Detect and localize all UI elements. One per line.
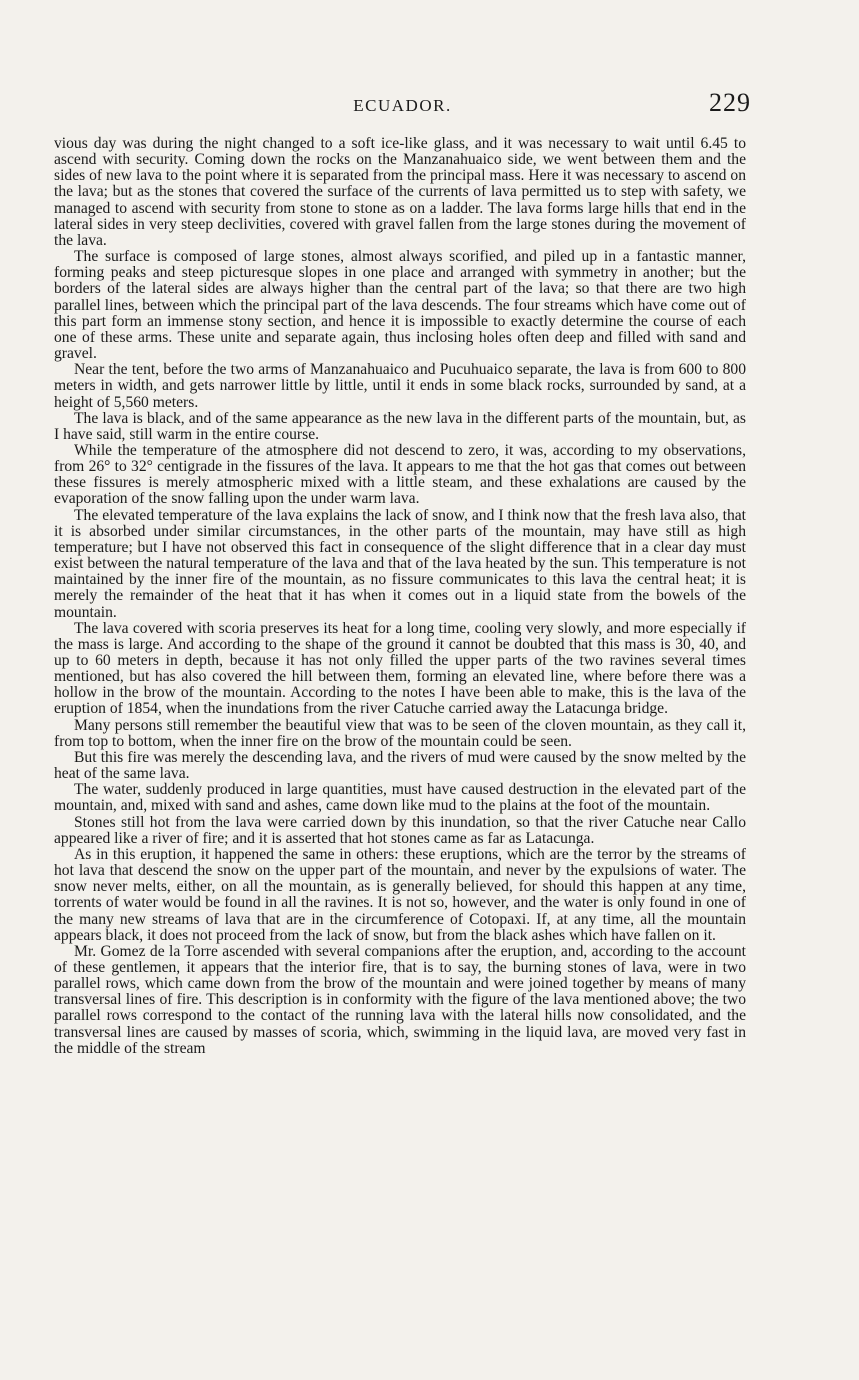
paragraph: While the temperature of the atmosphere did not descend to zero, it was, according to my observations, from 26° to 32° centigrade in the fissures of the lava. It appears to me that the hot gas that comes out between these fissures is merely atmospheric mixed with a little steam, and these exhalations are caused by the evaporation of the snow falling upon the under warm lava. <box>54 441 746 508</box>
paragraph: The surface is composed of large stones, almost always scorified, and piled up in a fantastic manner, forming peaks and steep picturesque slopes in one place and arranged with symmetry in another; but the borders of the lateral sides are always higher than the central part of the lava; so that there are two high parallel lines, between which the principal part of the lava descends. The four streams which have come out of this part form an immense stony section, and hence it is impossible to exactly determine the course of each one of these arms. These unite and separate again, thus inclosing holes often deep and filled with sand and gravel. <box>54 248 746 363</box>
paragraph: Stones still hot from the lava were carried down by this inundation, so that the river Catuche near Callo appeared like a river of fire; and it is asserted that hot stones came as far as Latacunga. <box>54 813 746 847</box>
paragraph: Near the tent, before the two arms of Manzanahuaico and Pucuhuaico separate, the lava is from 600 to 800 meters in width, and gets narrower little by little, until it ends in some black rocks, surrounded by sand, at a height of 5,560 meters. <box>54 361 746 411</box>
paragraph: But this fire was merely the descending lava, and the rivers of mud were caused by the snow melted by the heat of the same lava. <box>54 748 746 783</box>
body-text <box>54 136 746 1057</box>
paragraph: The lava covered with scoria preserves its heat for a long time, cooling very slowly, and more especially if the mass is large. And according to the shape of the ground it cannot be doubted that this mass is 30, 40, and up to 60 meters in depth, because it has not only filled the upper parts of the two ravines several times mentioned, but has also covered the hill between them, forming an elevated line, where before there was a hollow in the brow of the mountain. According to the notes I have been able to make, this is the lava of the eruption of 1854, when the inundations from the river Catuche carried away the Latacunga bridge. <box>54 619 746 718</box>
running-head: ECUADOR. <box>353 96 452 115</box>
page-number: 229 <box>709 88 751 117</box>
paragraph: Mr. Gomez de la Torre ascended with several companions after the eruption, and, according to the account of these gentlemen, it appears that the interior fire, that is to say, the burning stones of lava, were in two parallel rows, which came down from the brow of the mountain and were joined together by means of many transversal lines of fire. This description is in conformity with the figure of the lava mentioned above; the two parallel rows correspond to the contact of the running lava with the lateral hills now consolidated, and the transversal lines are caused by masses of scoria, which, swimming in the liquid lava, are moved very fast in the middle of the stream <box>54 942 746 1057</box>
paragraph: As in this eruption, it happened the same in others: these eruptions, which are the terror by the streams of hot lava that descend the snow on the upper part of the mountain, and never by the expulsions of water. The snow never melts, either, on all the mountain, as is generally believed, for should this happen at any time, torrents of water would be found in all the ravines. It is not so, however, and the water is only found in one of the many new streams of lava that are in the circumference of Cotopaxi. If, at any time, all the mountain appears black, it does not proceed from the lack of snow, but from the black ashes which have fallen on it. <box>54 845 746 944</box>
paragraph: The lava is black, and of the same appearance as the new lava in the different parts of the mountain, but, as I have said, still warm in the entire course. <box>54 409 746 443</box>
paragraph: The water, suddenly produced in large quantities, must have caused destruction in the elevated part of the mountain, and, mixed with sand and ashes, came down like mud to the plains at the foot of the mountain. <box>54 781 746 815</box>
paragraph-continuation: vious day was during the night changed to a soft ice-like glass, and it was necessary to wait until 6.45 to ascend with security. Coming down the rocks on the Manzanahuaico side, we went between them and the sides of new lava to the point where it is separated from the principal mass. Here it was necessary to ascend on the lava; but as the stones that covered the surface of the currents of lava permitted us to step with safety, we managed to ascend with security from stone to stone as on a ladder. The lava forms large hills that end in the lateral sides in very steep declivities, covered with gravel fallen from the large stones during the movement of the lava. <box>54 135 746 249</box>
paragraph: The elevated temperature of the lava explains the lack of snow, and I think now that the fresh lava also, that it is absorbed under similar circumstances, in the other parts of the mountain, may have still as high temperature; but I have not observed this fact in consequence of the slight difference that in a clear day must exist between the natural temperature of the lava and that of the lava heated by the sun. This temperature is not maintained by the inner fire of the mountain, as no fissure communicates to this lava the central heat; it is merely the remainder of the heat that it has when it comes out in a liquid state from the bowels of the mountain. <box>54 506 746 621</box>
paragraph: Many persons still remember the beautiful view that was to be seen of the cloven mountain, as they call it, from top to bottom, when the inner fire on the brow of the mountain could be seen. <box>54 716 746 750</box>
page-header <box>54 88 751 122</box>
